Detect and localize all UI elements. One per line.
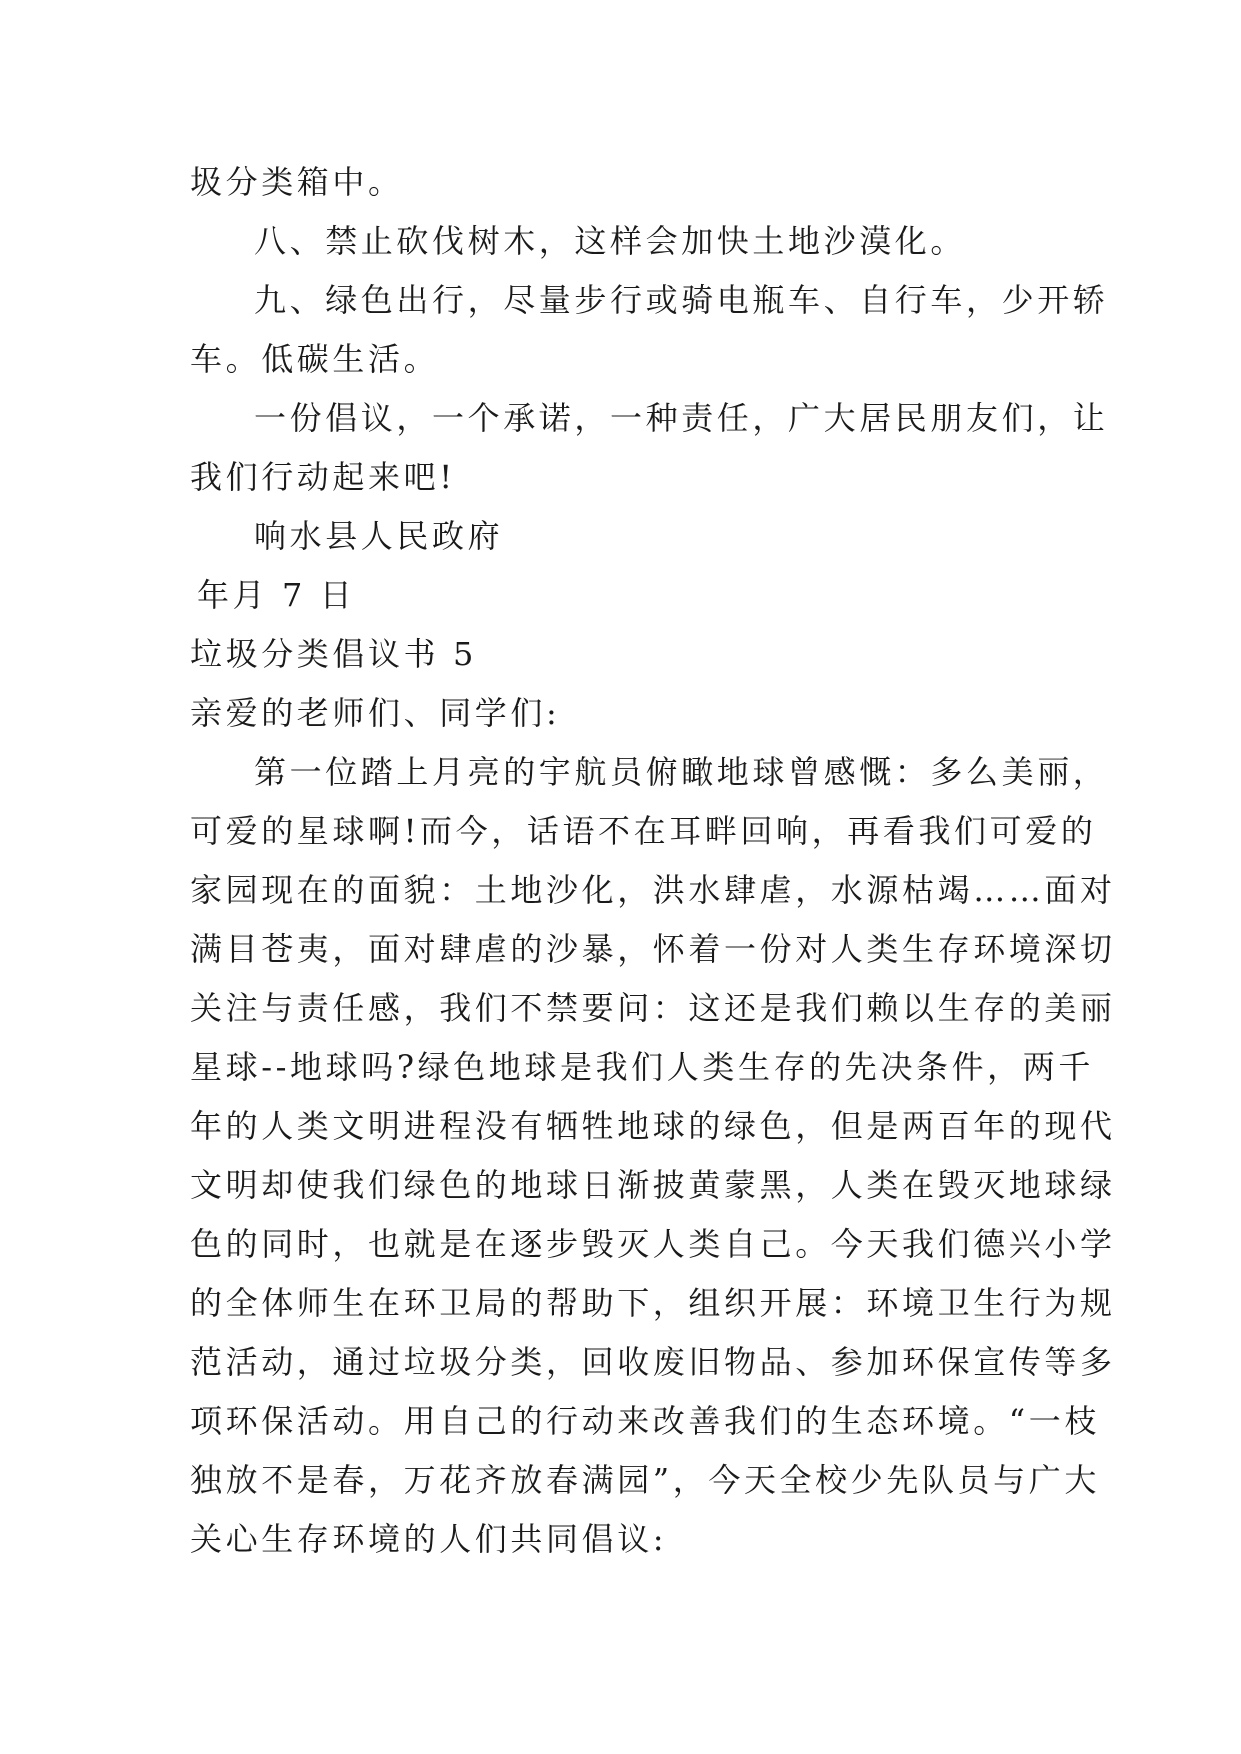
text-line: 文明却使我们绿色的地球日渐披黄蒙黑，人类在毁灭地球绿 — [190, 1166, 1116, 1204]
salutation: 亲爱的老师们、同学们: — [190, 694, 561, 732]
text-line: 车。低碳生活。 — [190, 340, 440, 378]
text-line: 独放不是春，万花齐放春满园”，今天全校少先队员与广大 — [190, 1461, 1100, 1499]
text-line: 一份倡议，一个承诺，一种责任，广大居民朋友们，让 — [254, 399, 1109, 437]
text-line: 关注与责任感，我们不禁要问：这还是我们赖以生存的美丽 — [190, 989, 1116, 1027]
text-line: 关心生存环境的人们共同倡议: — [190, 1520, 668, 1558]
section-title: 垃圾分类倡议书 5 — [190, 635, 477, 673]
text-line: 满目苍夷，面对肆虐的沙暴，怀着一份对人类生存环境深切 — [190, 930, 1116, 968]
text-line: 第一位踏上月亮的宇航员俯瞰地球曾感慨：多么美丽， — [254, 753, 1109, 791]
text-line: 星球--地球吗?绿色地球是我们人类生存的先决条件，两千 — [190, 1048, 1094, 1086]
text-line: 圾分类箱中。 — [190, 163, 404, 201]
date-line: 年月 7 日 — [197, 576, 356, 614]
text-line: 八、禁止砍伐树木，这样会加快土地沙漠化。 — [254, 222, 967, 260]
text-line: 的全体师生在环卫局的帮助下，组织开展：环境卫生行为规 — [190, 1284, 1116, 1322]
signature-line: 响水县人民政府 — [254, 517, 504, 555]
text-line: 我们行动起来吧! — [190, 458, 456, 496]
text-line: 范活动，通过垃圾分类，回收废旧物品、参加环保宣传等多 — [190, 1343, 1116, 1381]
text-line: 色的同时，也就是在逐步毁灭人类自己。今天我们德兴小学 — [190, 1225, 1116, 1263]
text-line: 年的人类文明进程没有牺牲地球的绿色，但是两百年的现代 — [190, 1107, 1116, 1145]
text-line: 可爱的星球啊!而今，话语不在耳畔回响，再看我们可爱的 — [190, 812, 1097, 850]
text-line: 项环保活动。用自己的行动来改善我们的生态环境。“一枝 — [190, 1402, 1100, 1440]
text-line: 九、绿色出行，尽量步行或骑电瓶车、自行车，少开轿 — [254, 281, 1109, 319]
text-line: 家园现在的面貌：土地沙化，洪水肆虐，水源枯竭……面对 — [190, 871, 1116, 909]
